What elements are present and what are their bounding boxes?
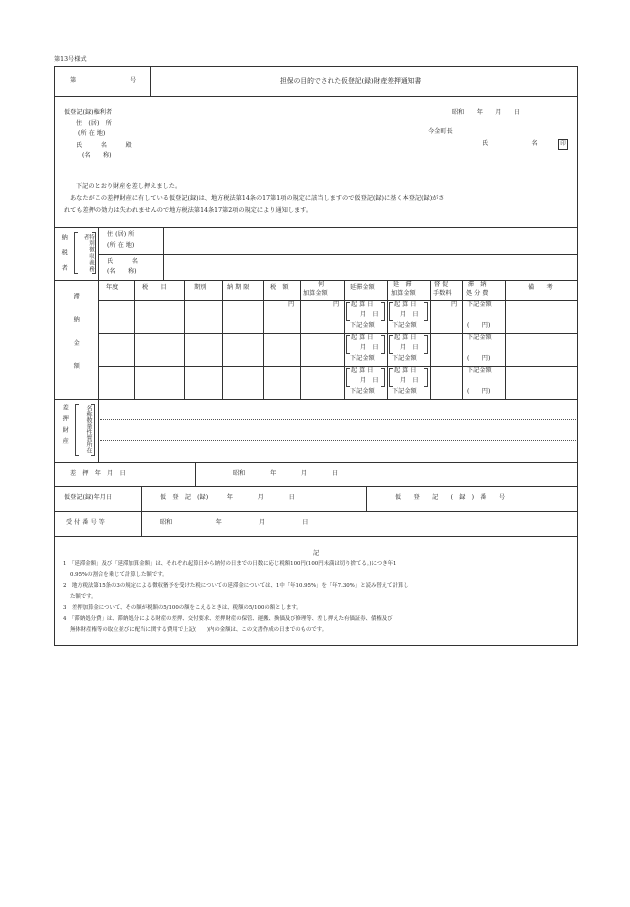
kisan-day-1b: 月 日 <box>400 311 419 318</box>
seized-paren: 名称数量性質所在 <box>85 405 92 453</box>
kisan-start-2b: 起 算 日 <box>394 334 417 341</box>
note-1b: 0.95%の割合を乗じて計算した額です。 <box>70 572 168 578</box>
intro-line-2: あなたがこの差押財産に有している仮登記(録)は、地方税法第14条の17第1項の規定に該当しますので仮登記(録)に基く本登記(録)がさ <box>70 195 445 202</box>
provisional-date: 仮 登 記 (録) 年 月 日 <box>160 494 295 501</box>
shita-2b: 下記金額 <box>392 355 417 362</box>
taxpayer-label: 納税者 <box>60 234 68 280</box>
number-label: 第 <box>70 77 77 84</box>
shita-1b: 下記金額 <box>392 322 417 329</box>
holder-name-label: 氏 名 殿 <box>76 142 132 149</box>
kisan-day-2a: 月 日 <box>360 344 379 351</box>
header-year: 年度 <box>106 284 119 291</box>
provisional-number-label: 仮 登 記 ( 録 ) 番 号 <box>395 494 506 501</box>
holder-address-label: 住 (居) 所 <box>76 120 112 127</box>
header-period: 期別 <box>194 284 207 291</box>
document-title: 担保の目的でされた仮登記(録)財産差押通知書 <box>280 77 422 85</box>
shita-3b: 下記金額 <box>392 388 417 395</box>
number-suffix: 号 <box>130 77 137 84</box>
kisan-start-1b: 起 算 日 <box>394 301 417 308</box>
header-additional: 加算金額 <box>303 290 328 297</box>
paren-yen-1: ( 円) <box>467 322 491 329</box>
holder-name-sub: (名 称) <box>82 152 112 159</box>
header-due-date: 納 期 限 <box>227 284 250 291</box>
kisan-day-3b: 月 日 <box>400 377 419 384</box>
issuer-title: 今金町長 <box>428 128 453 135</box>
header-remarks: 備 考 <box>528 284 553 291</box>
arrears-label: 滞納金額 <box>72 293 80 386</box>
header-late-add-1: 延 滞 <box>393 281 412 288</box>
shita-3a: 下記金額 <box>350 388 375 395</box>
shita-1a: 下記金額 <box>350 322 375 329</box>
taxpayer-name-sub: (名 称) <box>107 268 137 275</box>
kisan-day-3a: 月 日 <box>360 377 379 384</box>
form-number: 第13号様式 <box>54 56 87 63</box>
holder-address-sub: (所 在 地) <box>78 130 106 137</box>
shita-1c: 下記金額 <box>467 301 492 308</box>
kisan-start-3b: 起 算 日 <box>394 367 417 374</box>
intro-line-3: れても差押の効力は失われませんので地方税法第14条17第2項の規定により通知します。 <box>64 207 313 214</box>
header-what: 何 <box>318 281 325 288</box>
header-late-add-2: 加算金額 <box>391 290 416 297</box>
taxpayer-name-label: 氏 名 <box>107 258 138 265</box>
paren-yen-2: ( 円) <box>467 355 491 362</box>
note-4a: 4 「滞納処分費」は、滞納処分による財産の差押、交付要求、差押財産の保管、運搬、換価及び修理等、差し押えた有価証券、債権及び <box>63 616 393 622</box>
kisan-day-2b: 月 日 <box>400 344 419 351</box>
notes-title: 記 <box>313 550 320 557</box>
seize-date-value: 昭和 年 月 日 <box>233 470 339 477</box>
taxpayer-address-sub: (所 在 地) <box>107 242 135 249</box>
note-1a: 1 「延滞金額」及び「延滞加算金額」は、それぞれ起算日から納付の日までの日数に応じ税額100円(100円未満は切り捨てる。)につき年1 <box>63 561 397 567</box>
note-2b: た額です。 <box>70 594 97 600</box>
header-tax-amount: 税 額 <box>270 284 289 291</box>
intro-line-1: 下記のとおり財産を差し押えました。 <box>76 183 182 190</box>
issuer-name: 氏 名 <box>482 140 538 147</box>
shita-2a: 下記金額 <box>350 355 375 362</box>
provisional-label: 仮登記(録)年月日 <box>64 494 113 501</box>
note-4b: 無体財産権等の取立並びに配当に関する費用で上記( )内の金額は、この文書作成の日までのものです。 <box>70 627 328 633</box>
taxpayer-paren: 特別徴収義務者 <box>82 234 94 273</box>
kisan-day-1a: 月 日 <box>360 311 379 318</box>
seized-label: 差押財産 <box>61 404 69 449</box>
seal-mark: 印 <box>558 139 568 150</box>
kisan-start-3a: 起 算 日 <box>351 367 374 374</box>
header-disposal-2: 処 分 費 <box>466 290 489 297</box>
receipt-value: 昭和 年 月 日 <box>160 519 309 526</box>
yen-additional: 円 <box>333 301 340 308</box>
header-disposal-1: 滞 納 <box>468 281 487 288</box>
shita-2c: 下記金額 <box>467 334 492 341</box>
header-late-fee: 延滞金額 <box>350 284 375 291</box>
holder-label: 仮登記(録)権利者 <box>64 109 113 116</box>
kisan-start-1a: 起 算 日 <box>351 301 374 308</box>
receipt-label: 受 付 番 号 等 <box>66 519 105 526</box>
header-reminder-1: 督 促 <box>434 281 449 288</box>
paren-yen-3: ( 円) <box>467 388 491 395</box>
shita-3c: 下記金額 <box>467 367 492 374</box>
yen-tax: 円 <box>288 301 295 308</box>
note-3: 3 差押加算金について、その額が税額の5/100の額をこえるときは、税額の5/100の額とします。 <box>63 605 302 611</box>
form-frame <box>54 66 578 646</box>
yen-reminder: 円 <box>451 301 458 308</box>
seize-date-label: 差 押 年 月 日 <box>70 470 126 477</box>
taxpayer-address-label: 住 (居) 所 <box>107 231 135 238</box>
header-reminder-2: 手数料 <box>433 290 452 297</box>
note-2a: 2 地方税法第15条の3の規定による徴収猶予を受けた税についての延滞金については、1中「年10.95%」を「年7.30%」と読み替えて計算し <box>63 583 409 589</box>
header-tax-item: 税 目 <box>142 284 167 291</box>
kisan-start-2a: 起 算 日 <box>351 334 374 341</box>
issue-date: 昭和 年 月 日 <box>452 109 521 116</box>
